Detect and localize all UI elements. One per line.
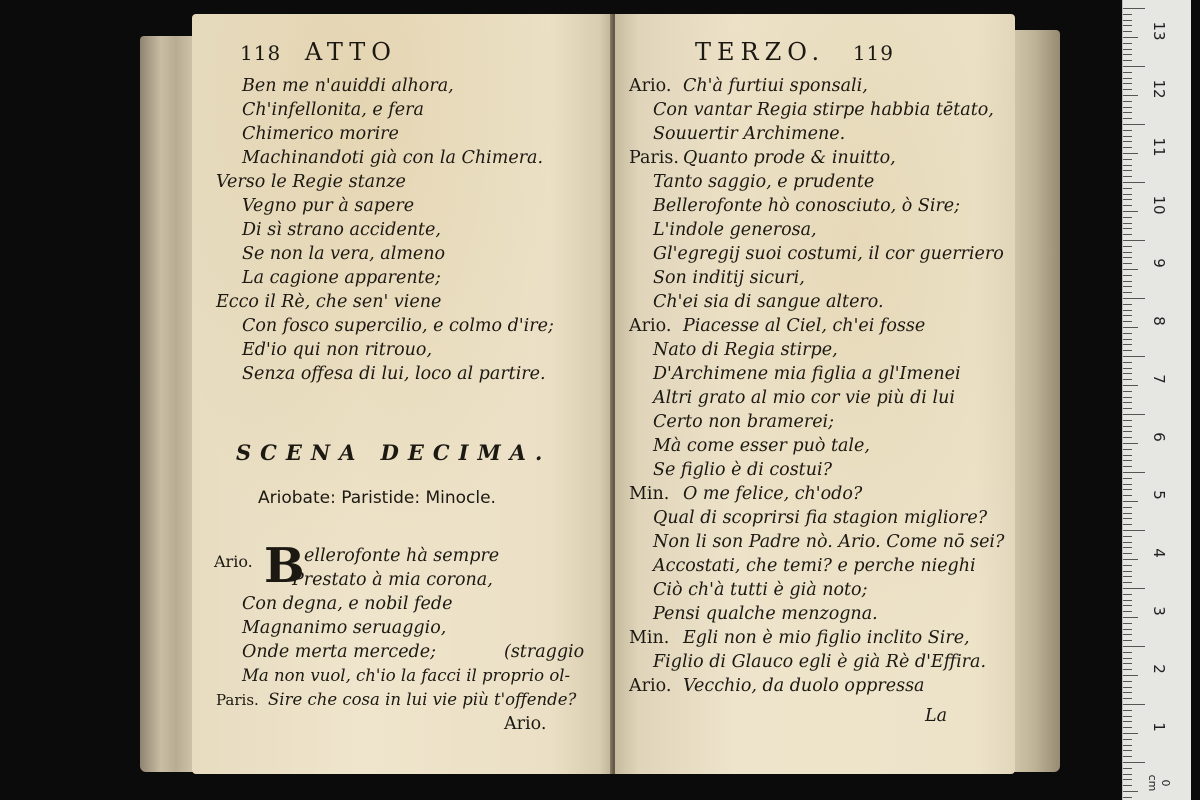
verse-text: Nato di Regia stirpe, bbox=[653, 340, 838, 360]
ruler-tick bbox=[1123, 176, 1132, 177]
verse-text: O me felice, ch'odo? bbox=[683, 484, 863, 504]
dialogue-line bbox=[629, 362, 961, 386]
verse-text: Accostati, che temi? e perche nieghi bbox=[653, 556, 976, 576]
right-running-head bbox=[695, 38, 894, 66]
verse-text: Ch'ei sia di sangue altero. bbox=[653, 292, 884, 312]
dialogue-line bbox=[629, 530, 1004, 554]
ruler-tick bbox=[1123, 339, 1132, 340]
ruler-tick bbox=[1123, 495, 1132, 496]
dialogue-line bbox=[629, 266, 805, 290]
dialogue-line bbox=[629, 626, 970, 650]
speaker-label: Ario. bbox=[214, 552, 253, 571]
dialogue-line bbox=[629, 98, 994, 122]
ruler-tick bbox=[1123, 588, 1145, 589]
verse-text: Son inditij sicuri, bbox=[653, 268, 805, 288]
speaker-label: Ario. bbox=[629, 76, 672, 96]
verse-line: Di sì strano accidente, bbox=[242, 220, 441, 240]
ruler-tick bbox=[1123, 797, 1132, 798]
ruler-tick bbox=[1123, 257, 1132, 258]
ruler-tick bbox=[1123, 321, 1132, 322]
dialogue-line bbox=[629, 434, 870, 458]
ruler-tick bbox=[1123, 518, 1132, 519]
ruler-tick bbox=[1123, 721, 1132, 722]
ruler-tick bbox=[1123, 112, 1132, 113]
ruler-tick bbox=[1123, 710, 1132, 711]
dialogue-line bbox=[629, 170, 874, 194]
verse-line: Se non la vera, almeno bbox=[242, 244, 446, 264]
dialogue-line bbox=[629, 674, 924, 698]
ruler-tick bbox=[1123, 286, 1132, 287]
verse-text: Egli non è mio figlio inclito Sire, bbox=[683, 628, 970, 648]
ruler-tick bbox=[1123, 530, 1145, 531]
ruler-tick bbox=[1123, 72, 1132, 73]
ruler-tick bbox=[1123, 350, 1132, 351]
ruler-tick bbox=[1123, 779, 1132, 780]
dramatis-personae: Ariobate: Paristide: Minocle. bbox=[258, 488, 496, 508]
verse-text: Quanto prode & inuitto, bbox=[683, 148, 896, 168]
ruler-tick bbox=[1123, 466, 1132, 467]
ruler-tick bbox=[1123, 223, 1132, 224]
ruler-tick bbox=[1123, 356, 1145, 357]
ruler-tick bbox=[1123, 507, 1132, 508]
ruler-number: 9 bbox=[1150, 258, 1168, 268]
ruler-tick bbox=[1123, 687, 1132, 688]
ruler-number: 6 bbox=[1150, 432, 1168, 442]
left-page bbox=[192, 14, 612, 774]
ruler-tick bbox=[1123, 60, 1132, 61]
ruler-tick bbox=[1123, 391, 1132, 392]
ruler-tick bbox=[1123, 234, 1132, 235]
ruler-tick bbox=[1123, 501, 1138, 502]
right-head-word: TERZO. bbox=[695, 38, 826, 66]
ruler-tick bbox=[1123, 629, 1132, 630]
ruler-tick bbox=[1123, 25, 1132, 26]
ruler-tick bbox=[1123, 605, 1132, 606]
ruler-tick bbox=[1123, 20, 1132, 21]
speaker-label: Min. bbox=[629, 484, 670, 504]
ruler-tick bbox=[1123, 368, 1132, 369]
ruler-tick bbox=[1123, 663, 1132, 664]
ruler-tick bbox=[1123, 646, 1145, 647]
ruler-tick bbox=[1123, 768, 1132, 769]
ruler-tick bbox=[1123, 571, 1132, 572]
ruler-number: 12 bbox=[1150, 79, 1168, 99]
ruler-tick bbox=[1123, 762, 1145, 763]
ruler-tick bbox=[1123, 118, 1132, 119]
ruler-tick bbox=[1123, 43, 1132, 44]
dialogue-line bbox=[629, 650, 986, 674]
verse-line: La cagione apparente; bbox=[242, 268, 441, 288]
ruler-number: 4 bbox=[1150, 548, 1168, 558]
ruler-tick bbox=[1123, 576, 1132, 577]
ruler-tick bbox=[1123, 344, 1132, 345]
ruler-tick bbox=[1123, 449, 1132, 450]
ruler-tick bbox=[1123, 327, 1138, 328]
ruler-tick bbox=[1123, 716, 1132, 717]
speaker-label: Ario. bbox=[629, 676, 672, 696]
verse-text: Ch'à furtiui sponsali, bbox=[683, 76, 868, 96]
ruler-tick bbox=[1123, 217, 1132, 218]
ruler-tick bbox=[1123, 478, 1132, 479]
ruler-tick bbox=[1123, 414, 1145, 415]
verse-line: Sire che cosa in lui vie più t'offende? bbox=[268, 690, 577, 709]
ruler-tick bbox=[1123, 727, 1132, 728]
verse-text: Figlio di Glauco egli è già Rè d'Effira. bbox=[653, 652, 987, 672]
ruler-number: 11 bbox=[1150, 137, 1168, 157]
verse-text: D'Archimene mia figlia a gl'Imenei bbox=[653, 364, 961, 384]
ruler-tick bbox=[1123, 31, 1132, 32]
verse-line: Ed'io qui non ritrouo, bbox=[242, 340, 433, 360]
ruler-tick bbox=[1123, 536, 1132, 537]
ruler-tick bbox=[1123, 524, 1132, 525]
dialogue-line bbox=[629, 146, 896, 170]
ruler-tick bbox=[1123, 460, 1132, 461]
verse-line: Verso le Regie stanze bbox=[216, 172, 406, 192]
verse-text: Certo non bramerei; bbox=[653, 412, 835, 432]
ruler-tick bbox=[1123, 623, 1132, 624]
ruler-tick bbox=[1123, 443, 1138, 444]
ruler-tick bbox=[1123, 159, 1132, 160]
dialogue-line bbox=[629, 602, 878, 626]
dialogue-line bbox=[629, 194, 960, 218]
left-page-number: 118 bbox=[240, 41, 282, 65]
verse-text: Ciò ch'à tutti è già noto; bbox=[653, 580, 868, 600]
page-edges-left bbox=[140, 36, 200, 772]
ruler-tick bbox=[1123, 617, 1138, 618]
verse-line: Vegno pur à sapere bbox=[242, 196, 415, 216]
speaker-label: Paris. bbox=[629, 148, 679, 168]
left-head-word: ATTO bbox=[304, 38, 397, 66]
ruler-tick bbox=[1123, 774, 1132, 775]
ruler-tick bbox=[1123, 437, 1132, 438]
ruler-tick bbox=[1123, 681, 1132, 682]
verse-text: Con vantar Regia stirpe habbia tētato, bbox=[653, 100, 994, 120]
ruler-number: 8 bbox=[1150, 316, 1168, 326]
verse-text: Mà come esser può tale, bbox=[653, 436, 870, 456]
page-edges-right bbox=[1008, 30, 1060, 772]
dialogue-line bbox=[629, 506, 987, 530]
speaker-label: Ario. bbox=[629, 316, 672, 336]
verse-line: Machinandoti già con la Chimera. bbox=[242, 148, 544, 168]
verse-line: Ma non vuol, ch'io la facci il proprio ol- bbox=[242, 666, 571, 685]
ruler-tick bbox=[1123, 252, 1132, 253]
ruler-tick bbox=[1123, 165, 1132, 166]
ruler-tick bbox=[1123, 408, 1132, 409]
ruler-tick bbox=[1123, 49, 1132, 50]
ruler-tick bbox=[1123, 785, 1132, 786]
verse-line: ellerofonte hà sempre bbox=[304, 546, 500, 566]
ruler-tick bbox=[1123, 582, 1132, 583]
verse-line: Con degna, e nobil fede bbox=[242, 594, 453, 614]
ruler-tick bbox=[1123, 594, 1132, 595]
ruler-number: 5 bbox=[1150, 490, 1168, 500]
dialogue-line bbox=[629, 578, 867, 602]
open-book bbox=[140, 14, 1060, 784]
verse-line-turnover: (straggio bbox=[504, 642, 585, 662]
verse-line: Prestato à mia corona, bbox=[292, 570, 493, 590]
verse-text: Vecchio, da duolo oppressa bbox=[683, 676, 925, 696]
verse-line: Ch'infellonita, e fera bbox=[242, 100, 424, 120]
verse-line: Ecco il Rè, che sen' viene bbox=[216, 292, 442, 312]
ruler-tick bbox=[1123, 8, 1145, 9]
ruler-tick bbox=[1123, 315, 1132, 316]
ruler-tick bbox=[1123, 147, 1132, 148]
ruler-tick bbox=[1123, 228, 1132, 229]
ruler-tick bbox=[1123, 704, 1145, 705]
ruler-tick bbox=[1123, 170, 1132, 171]
ruler-tick bbox=[1123, 211, 1138, 212]
ruler-tick bbox=[1123, 652, 1132, 653]
ruler-tick bbox=[1123, 246, 1132, 247]
ruler-unit-label: 0 cm bbox=[1146, 774, 1172, 792]
verse-line: Senza offesa di lui, loco al partire. bbox=[242, 364, 546, 384]
ruler-tick bbox=[1123, 362, 1132, 363]
ruler-tick bbox=[1123, 397, 1132, 398]
ruler-tick bbox=[1123, 298, 1145, 299]
ruler-tick bbox=[1123, 669, 1132, 670]
dialogue-line bbox=[629, 482, 862, 506]
ruler-tick bbox=[1123, 385, 1138, 386]
ruler-tick bbox=[1123, 240, 1145, 241]
catchword: Ario. bbox=[504, 714, 547, 734]
ruler-tick bbox=[1123, 791, 1138, 792]
ruler-tick bbox=[1123, 373, 1132, 374]
ruler-tick bbox=[1123, 263, 1132, 264]
ruler-tick bbox=[1123, 565, 1132, 566]
ruler-tick bbox=[1123, 199, 1132, 200]
ruler-tick bbox=[1123, 141, 1132, 142]
ruler-tick bbox=[1123, 698, 1132, 699]
ruler-tick bbox=[1123, 14, 1132, 15]
measurement-ruler bbox=[1122, 0, 1191, 800]
ruler-tick bbox=[1123, 275, 1132, 276]
ruler-tick bbox=[1123, 402, 1132, 403]
ruler-tick bbox=[1123, 658, 1132, 659]
verse-text: Gl'egregij suoi costumi, il cor guerriero bbox=[653, 244, 1004, 264]
ruler-tick bbox=[1123, 379, 1132, 380]
speaker-label: Paris. bbox=[216, 691, 259, 709]
ruler-tick bbox=[1123, 472, 1145, 473]
ruler-tick bbox=[1123, 455, 1132, 456]
ruler-tick bbox=[1123, 420, 1132, 421]
ruler-tick bbox=[1123, 136, 1132, 137]
verse-text: Tanto saggio, e prudente bbox=[653, 172, 875, 192]
verse-line: Onde merta mercede; bbox=[242, 642, 437, 662]
verse-text: Qual di scoprirsi fia stagion migliore? bbox=[653, 508, 988, 528]
ruler-tick bbox=[1123, 426, 1132, 427]
ruler-number: 3 bbox=[1150, 606, 1168, 616]
ruler-tick bbox=[1123, 95, 1138, 96]
verse-text: Bellerofonte hò conosciuto, ò Sire; bbox=[653, 196, 961, 216]
ruler-tick bbox=[1123, 611, 1132, 612]
speaker-label: Min. bbox=[629, 628, 670, 648]
verse-line: Con fosco supercilio, e colmo d'ire; bbox=[242, 316, 554, 336]
verse-text: Altri grato al mio cor vie più di lui bbox=[653, 388, 955, 408]
scene-heading: SCENA DECIMA. bbox=[236, 440, 552, 465]
ruler-tick bbox=[1123, 547, 1132, 548]
left-running-head bbox=[240, 38, 397, 66]
dialogue-line bbox=[629, 386, 955, 410]
ruler-tick bbox=[1123, 513, 1132, 514]
ruler-tick bbox=[1123, 205, 1132, 206]
ruler-tick bbox=[1123, 489, 1132, 490]
ruler-tick bbox=[1123, 153, 1138, 154]
right-page bbox=[615, 14, 1015, 774]
dialogue-line bbox=[629, 74, 868, 98]
ruler-tick bbox=[1123, 188, 1132, 189]
ruler-tick bbox=[1123, 304, 1132, 305]
ruler-tick bbox=[1123, 124, 1145, 125]
ruler-tick bbox=[1123, 484, 1132, 485]
dialogue-line bbox=[629, 554, 976, 578]
ruler-tick bbox=[1123, 750, 1132, 751]
ruler-tick bbox=[1123, 333, 1132, 334]
dialogue-line bbox=[629, 314, 925, 338]
verse-text: L'indole generosa, bbox=[653, 220, 817, 240]
ruler-tick bbox=[1123, 89, 1132, 90]
verse-text: Piacesse al Ciel, ch'ei fosse bbox=[683, 316, 926, 336]
ruler-tick bbox=[1123, 739, 1132, 740]
ruler-number: 2 bbox=[1150, 664, 1168, 674]
ruler-tick bbox=[1123, 107, 1132, 108]
dialogue-line bbox=[629, 218, 817, 242]
ruler-tick bbox=[1123, 194, 1132, 195]
ruler-tick bbox=[1123, 37, 1138, 38]
ruler-number: 1 bbox=[1150, 722, 1168, 732]
ruler-tick bbox=[1123, 640, 1132, 641]
ruler-number: 10 bbox=[1150, 195, 1168, 215]
ruler-tick bbox=[1123, 310, 1132, 311]
ruler-tick bbox=[1123, 733, 1138, 734]
ruler-tick bbox=[1123, 745, 1132, 746]
ruler-tick bbox=[1123, 269, 1138, 270]
drop-capital: B bbox=[264, 538, 305, 594]
ruler-tick bbox=[1123, 281, 1132, 282]
verse-line: Chimerico morire bbox=[242, 124, 399, 144]
verse-text: Pensi qualche menzogna. bbox=[653, 604, 878, 624]
ruler-tick bbox=[1123, 101, 1132, 102]
ruler-tick bbox=[1123, 83, 1132, 84]
dialogue-line bbox=[629, 290, 884, 314]
catchword: La bbox=[925, 706, 948, 726]
dialogue-line bbox=[629, 410, 834, 434]
ruler-number: 13 bbox=[1150, 21, 1168, 41]
dialogue-line bbox=[629, 122, 845, 146]
verse-line: Ben me n'auiddi alhora, bbox=[242, 76, 454, 96]
ruler-tick bbox=[1123, 66, 1145, 67]
verse-text: Se figlio è di costui? bbox=[653, 460, 832, 480]
dialogue-line bbox=[629, 458, 832, 482]
verse-text: Souuertir Archimene. bbox=[653, 124, 846, 144]
ruler-tick bbox=[1123, 78, 1132, 79]
ruler-tick bbox=[1123, 600, 1132, 601]
ruler-tick bbox=[1123, 182, 1145, 183]
ruler-tick bbox=[1123, 756, 1132, 757]
dialogue-line bbox=[629, 338, 838, 362]
dialogue-line bbox=[629, 242, 1004, 266]
ruler-tick bbox=[1123, 431, 1132, 432]
ruler-tick bbox=[1123, 542, 1132, 543]
ruler-tick bbox=[1123, 634, 1132, 635]
ruler-tick bbox=[1123, 292, 1132, 293]
right-page-number: 119 bbox=[852, 41, 894, 65]
ruler-tick bbox=[1123, 559, 1138, 560]
ruler-tick bbox=[1123, 54, 1132, 55]
ruler-tick bbox=[1123, 553, 1132, 554]
verse-text: Non li son Padre nò. Ario. Come nō sei? bbox=[653, 532, 1005, 552]
ruler-tick bbox=[1123, 675, 1138, 676]
ruler-tick bbox=[1123, 692, 1132, 693]
ruler-number: 7 bbox=[1150, 374, 1168, 384]
verse-line: Magnanimo seruaggio, bbox=[242, 618, 447, 638]
ruler-tick bbox=[1123, 130, 1132, 131]
